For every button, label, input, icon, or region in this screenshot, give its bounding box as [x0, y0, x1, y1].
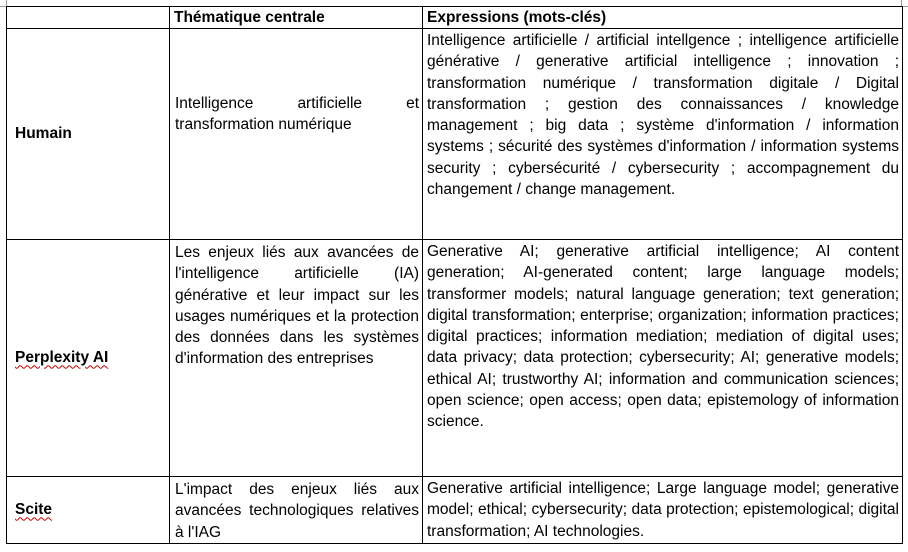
row-theme-cell — [170, 29, 423, 240]
keywords-table — [6, 6, 903, 544]
table-row — [7, 240, 903, 477]
row-source-label — [7, 477, 170, 544]
row-theme-text: Intelligence artificielle et transformation numérique — [175, 95, 419, 134]
table-row — [7, 477, 903, 544]
header-theme: Thématique centrale — [170, 7, 423, 29]
header-expressions: Expressions (mots-clés) — [423, 7, 903, 29]
row-source-text: Scite — [15, 501, 53, 519]
row-expressions-cell — [423, 240, 903, 477]
row-theme-text: L'impact des enjeux liés aux avancées technologiques relatives à l'IAG — [175, 481, 419, 541]
row-source-label: Humain — [7, 29, 170, 240]
row-source-label — [7, 240, 170, 477]
row-expressions-cell — [423, 477, 903, 544]
row-theme-cell — [170, 477, 423, 544]
row-theme-cell — [170, 240, 423, 477]
row-expressions-text: Generative AI; generative artificial intelligence; AI content generation; AI-generated content; large language models; transformer models; natural language generation; text generation; digital transformation; enterprise; organization; information practices; digital practices; information mediation; mediation of digital uses; data privacy; data protection; cybersecurity; AI; generative models; ethical AI; trustworthy AI; information and communication sciences; open science; open access; open data; epistemology of information science. — [427, 243, 899, 431]
table-header-row — [7, 7, 903, 29]
header-source — [7, 7, 170, 29]
row-theme-text: Les enjeux liés aux avancées de l'intelligence artificielle (IA) générative et leur impact sur les usages numériques et la protection des données dans les systèmes d'information des entreprises — [175, 244, 419, 368]
row-expressions-text: Intelligence artificielle / artificial intellgence ; intelligence artificielle générative / generative artificial intelligence ; innovation ; transformation numérique / transformation digitale / Digital transformation ; gestion des connaissances / knowledge management ; big data ; système d'information / information systems ; sécurité des systèmes d'information / information systems security ; cybersécurité / cybersecurity ; accompagnement du changement / change management. — [427, 32, 899, 199]
table-row — [7, 29, 903, 240]
row-source-text: Perplexity AI — [15, 349, 109, 367]
row-expressions-cell — [423, 29, 903, 240]
row-expressions-text: Generative artificial intelligence; Large language model; generative model; ethical; cybersecurity; data protection; epistemological; digital transformation; AI technologies. — [427, 480, 899, 540]
